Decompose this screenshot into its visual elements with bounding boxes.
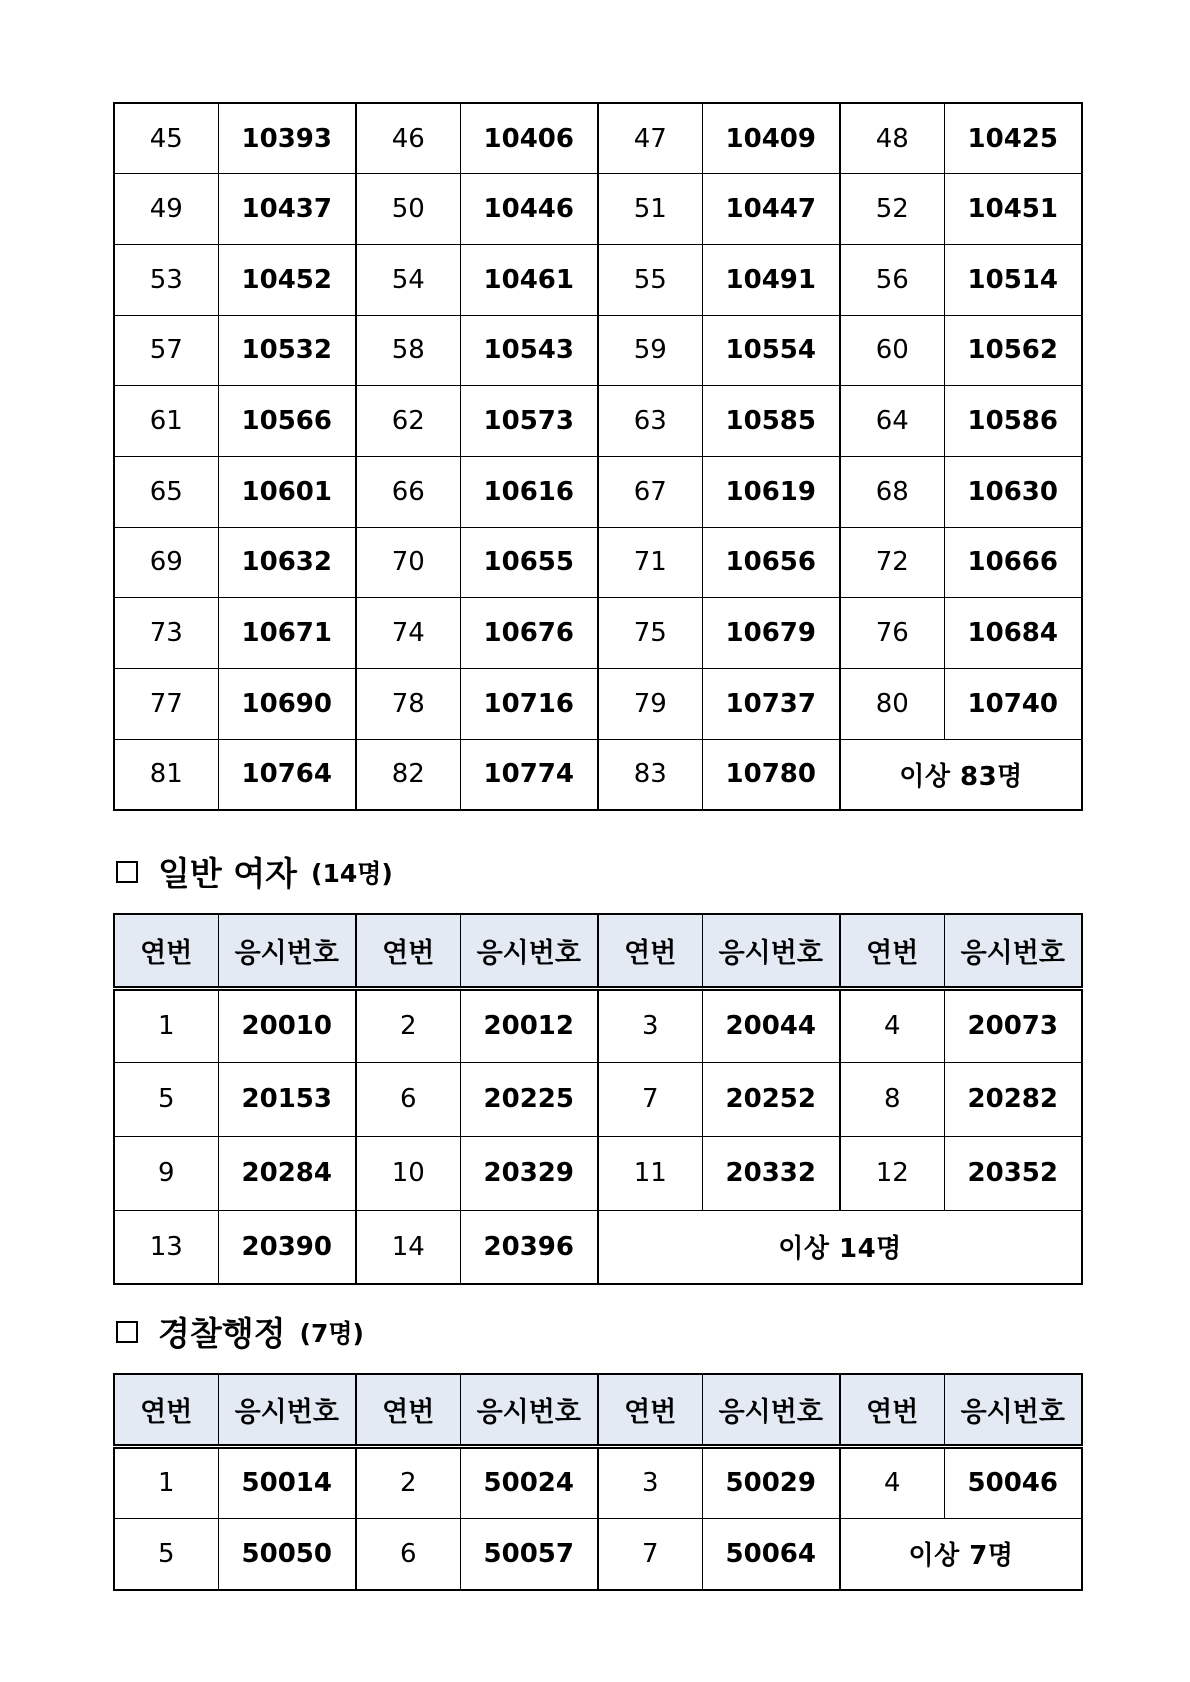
table-row: [114, 527, 1082, 598]
exam-number-cell: 10676: [460, 598, 598, 669]
exam-number-cell: 10451: [944, 174, 1082, 245]
exam-number-cell: 10655: [460, 527, 598, 598]
exam-number-cell: 10532: [218, 315, 356, 386]
header-row: [114, 914, 1082, 988]
serial-number-cell: 50: [356, 174, 460, 245]
exam-number-cell: 10461: [460, 244, 598, 315]
header-row: [114, 1374, 1082, 1446]
exam-number-cell: 20153: [218, 1062, 356, 1136]
total-summary-cell: 이상 14명: [598, 1210, 1082, 1284]
section-count: (7명): [299, 1318, 364, 1348]
serial-number-cell: 12: [840, 1136, 944, 1210]
serial-number-cell: 6: [356, 1062, 460, 1136]
serial-number-cell: 14: [356, 1210, 460, 1284]
exam-number-cell: 10586: [944, 386, 1082, 457]
exam-number-cell: 10764: [218, 739, 356, 810]
exam-number-cell: 10446: [460, 174, 598, 245]
column-header-serial: 연번: [356, 914, 460, 988]
serial-number-cell: 59: [598, 315, 702, 386]
serial-number-cell: 45: [114, 103, 218, 174]
column-header-exam-number: 응시번호: [944, 1374, 1082, 1446]
serial-number-cell: 53: [114, 244, 218, 315]
serial-number-cell: 49: [114, 174, 218, 245]
exam-number-cell: 20252: [702, 1062, 840, 1136]
serial-number-cell: 6: [356, 1518, 460, 1590]
serial-number-cell: 4: [840, 988, 944, 1062]
table-row: [114, 386, 1082, 457]
section-heading-general-female: [116, 848, 393, 895]
serial-number-cell: 55: [598, 244, 702, 315]
serial-number-cell: 4: [840, 1446, 944, 1518]
section-heading-police-admin: [116, 1308, 364, 1355]
exam-number-cell: 10666: [944, 527, 1082, 598]
column-header-exam-number: 응시번호: [218, 1374, 356, 1446]
exam-number-cell: 20332: [702, 1136, 840, 1210]
exam-number-cell: 10554: [702, 315, 840, 386]
section-title: 일반 여자: [158, 854, 298, 893]
serial-number-cell: 78: [356, 669, 460, 740]
serial-number-cell: 57: [114, 315, 218, 386]
serial-number-cell: 68: [840, 456, 944, 527]
table-row: [114, 1136, 1082, 1210]
serial-number-cell: 76: [840, 598, 944, 669]
table-row: [114, 739, 1082, 810]
serial-number-cell: 83: [598, 739, 702, 810]
serial-number-cell: 5: [114, 1518, 218, 1590]
table-row: [114, 1518, 1082, 1590]
total-summary-cell: 이상 7명: [840, 1518, 1082, 1590]
checkbox-square-icon: [116, 1321, 138, 1343]
exam-number-cell: 10601: [218, 456, 356, 527]
exam-number-cell: 10716: [460, 669, 598, 740]
exam-number-cell: 50014: [218, 1446, 356, 1518]
serial-number-cell: 8: [840, 1062, 944, 1136]
table-row: [114, 315, 1082, 386]
serial-number-cell: 52: [840, 174, 944, 245]
serial-number-cell: 61: [114, 386, 218, 457]
exam-number-cell: 10690: [218, 669, 356, 740]
exam-number-cell: 50057: [460, 1518, 598, 1590]
exam-number-cell: 20012: [460, 988, 598, 1062]
serial-number-cell: 47: [598, 103, 702, 174]
column-header-exam-number: 응시번호: [460, 1374, 598, 1446]
serial-number-cell: 10: [356, 1136, 460, 1210]
section-count: (14명): [311, 858, 393, 888]
exam-number-cell: 20284: [218, 1136, 356, 1210]
results-table-general-female: [113, 913, 1083, 1285]
section-title: 경찰행정: [158, 1314, 286, 1353]
exam-number-cell: 10566: [218, 386, 356, 457]
results-table-police-admin: [113, 1373, 1083, 1591]
exam-number-cell: 10406: [460, 103, 598, 174]
serial-number-cell: 82: [356, 739, 460, 810]
exam-number-cell: 10562: [944, 315, 1082, 386]
exam-number-cell: 20329: [460, 1136, 598, 1210]
serial-number-cell: 73: [114, 598, 218, 669]
exam-number-cell: 10740: [944, 669, 1082, 740]
serial-number-cell: 62: [356, 386, 460, 457]
column-header-serial: 연번: [840, 914, 944, 988]
exam-number-cell: 10630: [944, 456, 1082, 527]
exam-number-cell: 10780: [702, 739, 840, 810]
serial-number-cell: 3: [598, 988, 702, 1062]
serial-number-cell: 11: [598, 1136, 702, 1210]
serial-number-cell: 69: [114, 527, 218, 598]
exam-number-cell: 10737: [702, 669, 840, 740]
exam-number-cell: 10774: [460, 739, 598, 810]
serial-number-cell: 67: [598, 456, 702, 527]
table-row: [114, 1446, 1082, 1518]
serial-number-cell: 70: [356, 527, 460, 598]
exam-number-cell: 50046: [944, 1446, 1082, 1518]
exam-number-cell: 50029: [702, 1446, 840, 1518]
column-header-serial: 연번: [114, 1374, 218, 1446]
serial-number-cell: 63: [598, 386, 702, 457]
exam-number-cell: 10632: [218, 527, 356, 598]
column-header-exam-number: 응시번호: [460, 914, 598, 988]
serial-number-cell: 5: [114, 1062, 218, 1136]
serial-number-cell: 2: [356, 988, 460, 1062]
serial-number-cell: 1: [114, 988, 218, 1062]
table-row: [114, 103, 1082, 174]
exam-number-cell: 50064: [702, 1518, 840, 1590]
serial-number-cell: 7: [598, 1518, 702, 1590]
exam-number-cell: 10514: [944, 244, 1082, 315]
serial-number-cell: 71: [598, 527, 702, 598]
exam-number-cell: 10393: [218, 103, 356, 174]
table-row: [114, 669, 1082, 740]
serial-number-cell: 79: [598, 669, 702, 740]
serial-number-cell: 75: [598, 598, 702, 669]
serial-number-cell: 13: [114, 1210, 218, 1284]
exam-number-cell: 20225: [460, 1062, 598, 1136]
serial-number-cell: 65: [114, 456, 218, 527]
column-header-exam-number: 응시번호: [218, 914, 356, 988]
exam-number-cell: 20010: [218, 988, 356, 1062]
exam-number-cell: 20282: [944, 1062, 1082, 1136]
results-table-body: [114, 988, 1082, 1284]
column-header-serial: 연번: [114, 914, 218, 988]
exam-number-cell: 10656: [702, 527, 840, 598]
serial-number-cell: 58: [356, 315, 460, 386]
table-row: [114, 1062, 1082, 1136]
serial-number-cell: 80: [840, 669, 944, 740]
exam-number-cell: 10671: [218, 598, 356, 669]
serial-number-cell: 72: [840, 527, 944, 598]
exam-number-cell: 20073: [944, 988, 1082, 1062]
table-row: [114, 456, 1082, 527]
serial-number-cell: 9: [114, 1136, 218, 1210]
serial-number-cell: 60: [840, 315, 944, 386]
results-table-continued: [113, 102, 1083, 811]
exam-number-cell: 20390: [218, 1210, 356, 1284]
table-row: [114, 988, 1082, 1062]
serial-number-cell: 64: [840, 386, 944, 457]
serial-number-cell: 77: [114, 669, 218, 740]
exam-number-cell: 10425: [944, 103, 1082, 174]
column-header-serial: 연번: [598, 914, 702, 988]
serial-number-cell: 46: [356, 103, 460, 174]
serial-number-cell: 7: [598, 1062, 702, 1136]
serial-number-cell: 56: [840, 244, 944, 315]
column-header-serial: 연번: [840, 1374, 944, 1446]
exam-number-cell: 10447: [702, 174, 840, 245]
exam-number-cell: 10491: [702, 244, 840, 315]
serial-number-cell: 48: [840, 103, 944, 174]
serial-number-cell: 3: [598, 1446, 702, 1518]
results-table-body: [114, 1446, 1082, 1590]
column-header-exam-number: 응시번호: [702, 1374, 840, 1446]
exam-number-cell: 10679: [702, 598, 840, 669]
column-header-serial: 연번: [598, 1374, 702, 1446]
exam-number-cell: 10619: [702, 456, 840, 527]
exam-number-cell: 20044: [702, 988, 840, 1062]
serial-number-cell: 54: [356, 244, 460, 315]
exam-number-cell: 20352: [944, 1136, 1082, 1210]
column-header-serial: 연번: [356, 1374, 460, 1446]
serial-number-cell: 51: [598, 174, 702, 245]
exam-number-cell: 10684: [944, 598, 1082, 669]
total-summary-cell: 이상 83명: [840, 739, 1082, 810]
exam-number-cell: 10437: [218, 174, 356, 245]
exam-number-cell: 20396: [460, 1210, 598, 1284]
exam-number-cell: 10409: [702, 103, 840, 174]
column-header-exam-number: 응시번호: [702, 914, 840, 988]
checkbox-square-icon: [116, 861, 138, 883]
serial-number-cell: 74: [356, 598, 460, 669]
exam-number-cell: 10585: [702, 386, 840, 457]
exam-number-cell: 10543: [460, 315, 598, 386]
exam-number-cell: 50050: [218, 1518, 356, 1590]
serial-number-cell: 1: [114, 1446, 218, 1518]
serial-number-cell: 2: [356, 1446, 460, 1518]
table-row: [114, 1210, 1082, 1284]
results-table-body: [114, 103, 1082, 810]
table-row: [114, 244, 1082, 315]
column-header-exam-number: 응시번호: [944, 914, 1082, 988]
exam-number-cell: 10573: [460, 386, 598, 457]
table-row: [114, 598, 1082, 669]
exam-number-cell: 50024: [460, 1446, 598, 1518]
exam-number-cell: 10452: [218, 244, 356, 315]
exam-number-cell: 10616: [460, 456, 598, 527]
serial-number-cell: 81: [114, 739, 218, 810]
serial-number-cell: 66: [356, 456, 460, 527]
table-header: [114, 914, 1082, 988]
table-row: [114, 174, 1082, 245]
table-header: [114, 1374, 1082, 1446]
